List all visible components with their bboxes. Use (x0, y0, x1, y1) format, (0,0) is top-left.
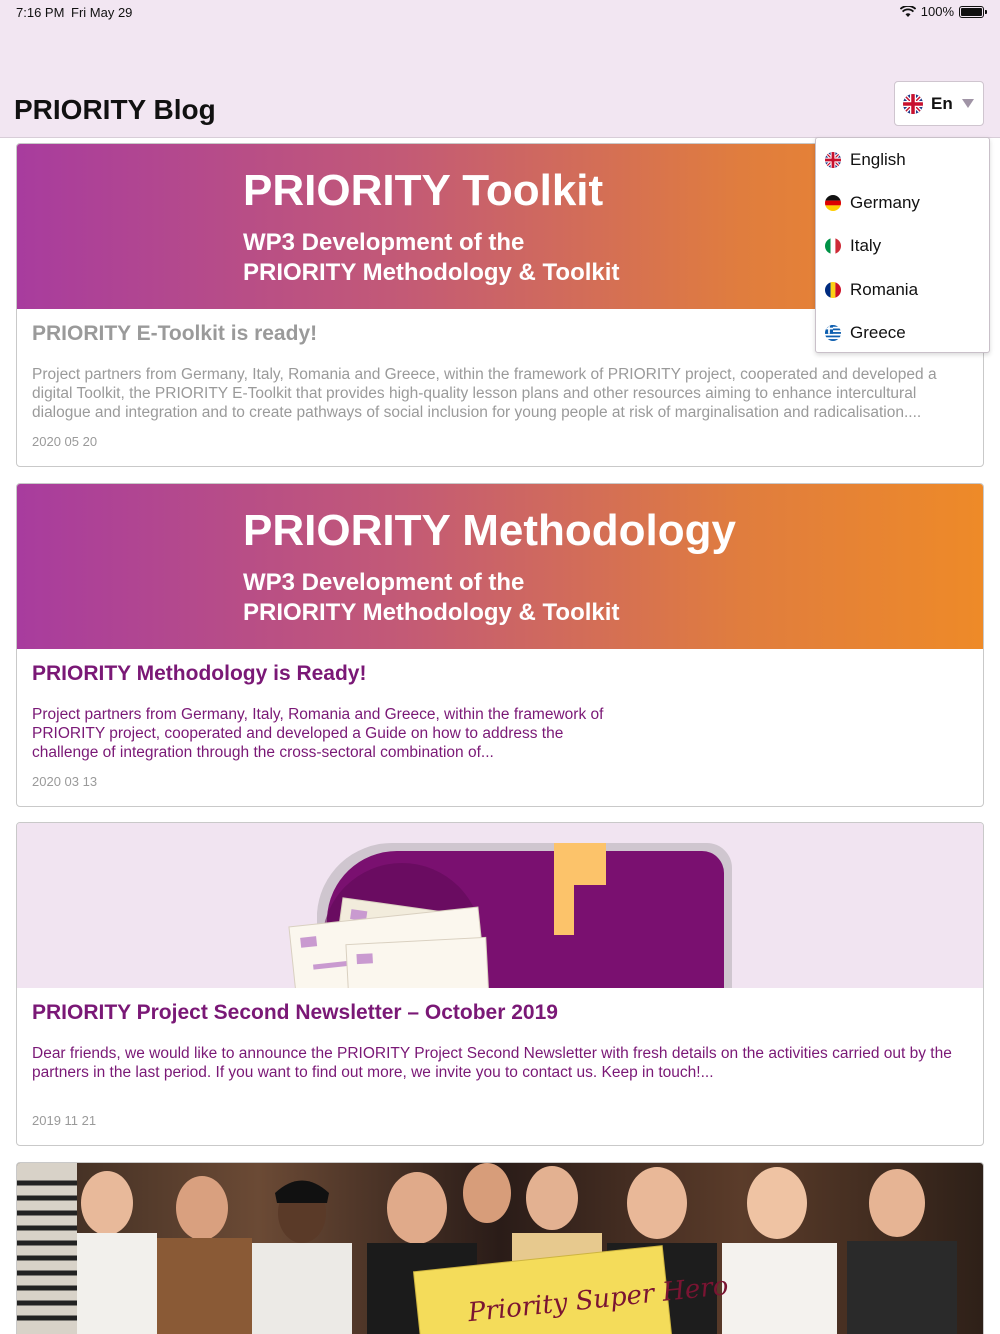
blog-post-card[interactable] (16, 1162, 984, 1334)
banner-subtitle (243, 228, 619, 288)
language-code: En (931, 93, 953, 113)
language-selector-button[interactable] (894, 81, 984, 126)
language-option-english[interactable] (816, 138, 989, 181)
language-option-label: Romania (850, 279, 919, 299)
status-date: Fri May 29 (71, 5, 133, 20)
banner-title: PRIORITY Toolkit (243, 166, 604, 215)
post-banner-image (17, 823, 983, 988)
page-title: PRIORITY Blog (14, 94, 216, 125)
post-banner-image (17, 484, 983, 649)
germany-flag-icon (825, 195, 841, 211)
battery-icon (959, 6, 984, 18)
banner-subtitle-line1: WP3 Development of the (243, 229, 525, 256)
italy-flag-icon (825, 238, 841, 254)
mailbox-illustration (17, 823, 983, 988)
banner-title: PRIORITY Methodology (243, 506, 736, 555)
language-option-label: Italy (850, 235, 882, 255)
group-photo (17, 1163, 983, 1334)
language-option-label: Germany (850, 192, 920, 212)
uk-flag-icon (825, 152, 841, 168)
battery-percent: 100% (920, 4, 954, 19)
post-excerpt: Dear friends, we would like to announce the PRIORITY Project Second Newsletter with fresh details on the activities carried out by the partners in the last period. If you want to find out more, we invite you to contact us. Keep in touch!... (32, 1045, 952, 1081)
uk-flag-icon (903, 94, 923, 114)
banner-subtitle-line2: PRIORITY Methodology & Toolkit (243, 259, 620, 286)
navigation-bar (0, 24, 1000, 138)
status-indicators (900, 4, 984, 19)
banner-subtitle-line1: WP3 Development of the (243, 569, 525, 596)
post-date: 2020 05 20 (32, 434, 98, 449)
language-option-germany[interactable] (816, 181, 989, 224)
language-option-label: English (850, 149, 906, 169)
banner-subtitle-line2: PRIORITY Methodology & Toolkit (243, 599, 620, 626)
post-title[interactable]: PRIORITY Project Second Newsletter – October 2019 (32, 1001, 558, 1024)
post-excerpt: Project partners from Germany, Italy, Romania and Greece, within the framework of PRIORITY project, cooperated and developed a Guide on how to address the challenge of integration through the cross-sectoral combination of... (32, 706, 604, 761)
language-option-romania[interactable] (816, 268, 989, 311)
post-date: 2019 11 21 (32, 1113, 97, 1128)
banner-subtitle (243, 568, 619, 628)
wifi-icon (900, 6, 916, 18)
sign-text: Priority Super Hero (466, 1271, 730, 1329)
language-option-label: Greece (850, 322, 906, 342)
chevron-down-icon (962, 99, 974, 108)
blog-post-card[interactable] (16, 822, 984, 1146)
post-date: 2020 03 13 (32, 774, 98, 789)
status-time: 7:16 PM (16, 5, 65, 20)
post-photo-image (17, 1163, 983, 1334)
post-title[interactable]: PRIORITY E-Toolkit is ready! (32, 322, 318, 345)
language-option-greece[interactable] (816, 311, 989, 354)
blog-post-card[interactable] (16, 483, 984, 807)
greece-flag-icon (825, 325, 841, 341)
language-dropdown-menu (815, 137, 990, 353)
post-title[interactable]: PRIORITY Methodology is Ready! (32, 662, 367, 685)
language-option-italy[interactable] (816, 224, 989, 267)
romania-flag-icon (825, 282, 841, 298)
post-excerpt: Project partners from Germany, Italy, Romania and Greece, within the framework of PRIORITY project, cooperated and developed a digital Toolkit, the PRIORITY E-Toolkit that provides high-quality lesson plans and other resources aiming to enhance intercultural dialogue and integration and to create pathways of social inclusion for young people at risk of marginalisation and radicalisation.... (32, 366, 937, 421)
status-bar (0, 0, 1000, 24)
